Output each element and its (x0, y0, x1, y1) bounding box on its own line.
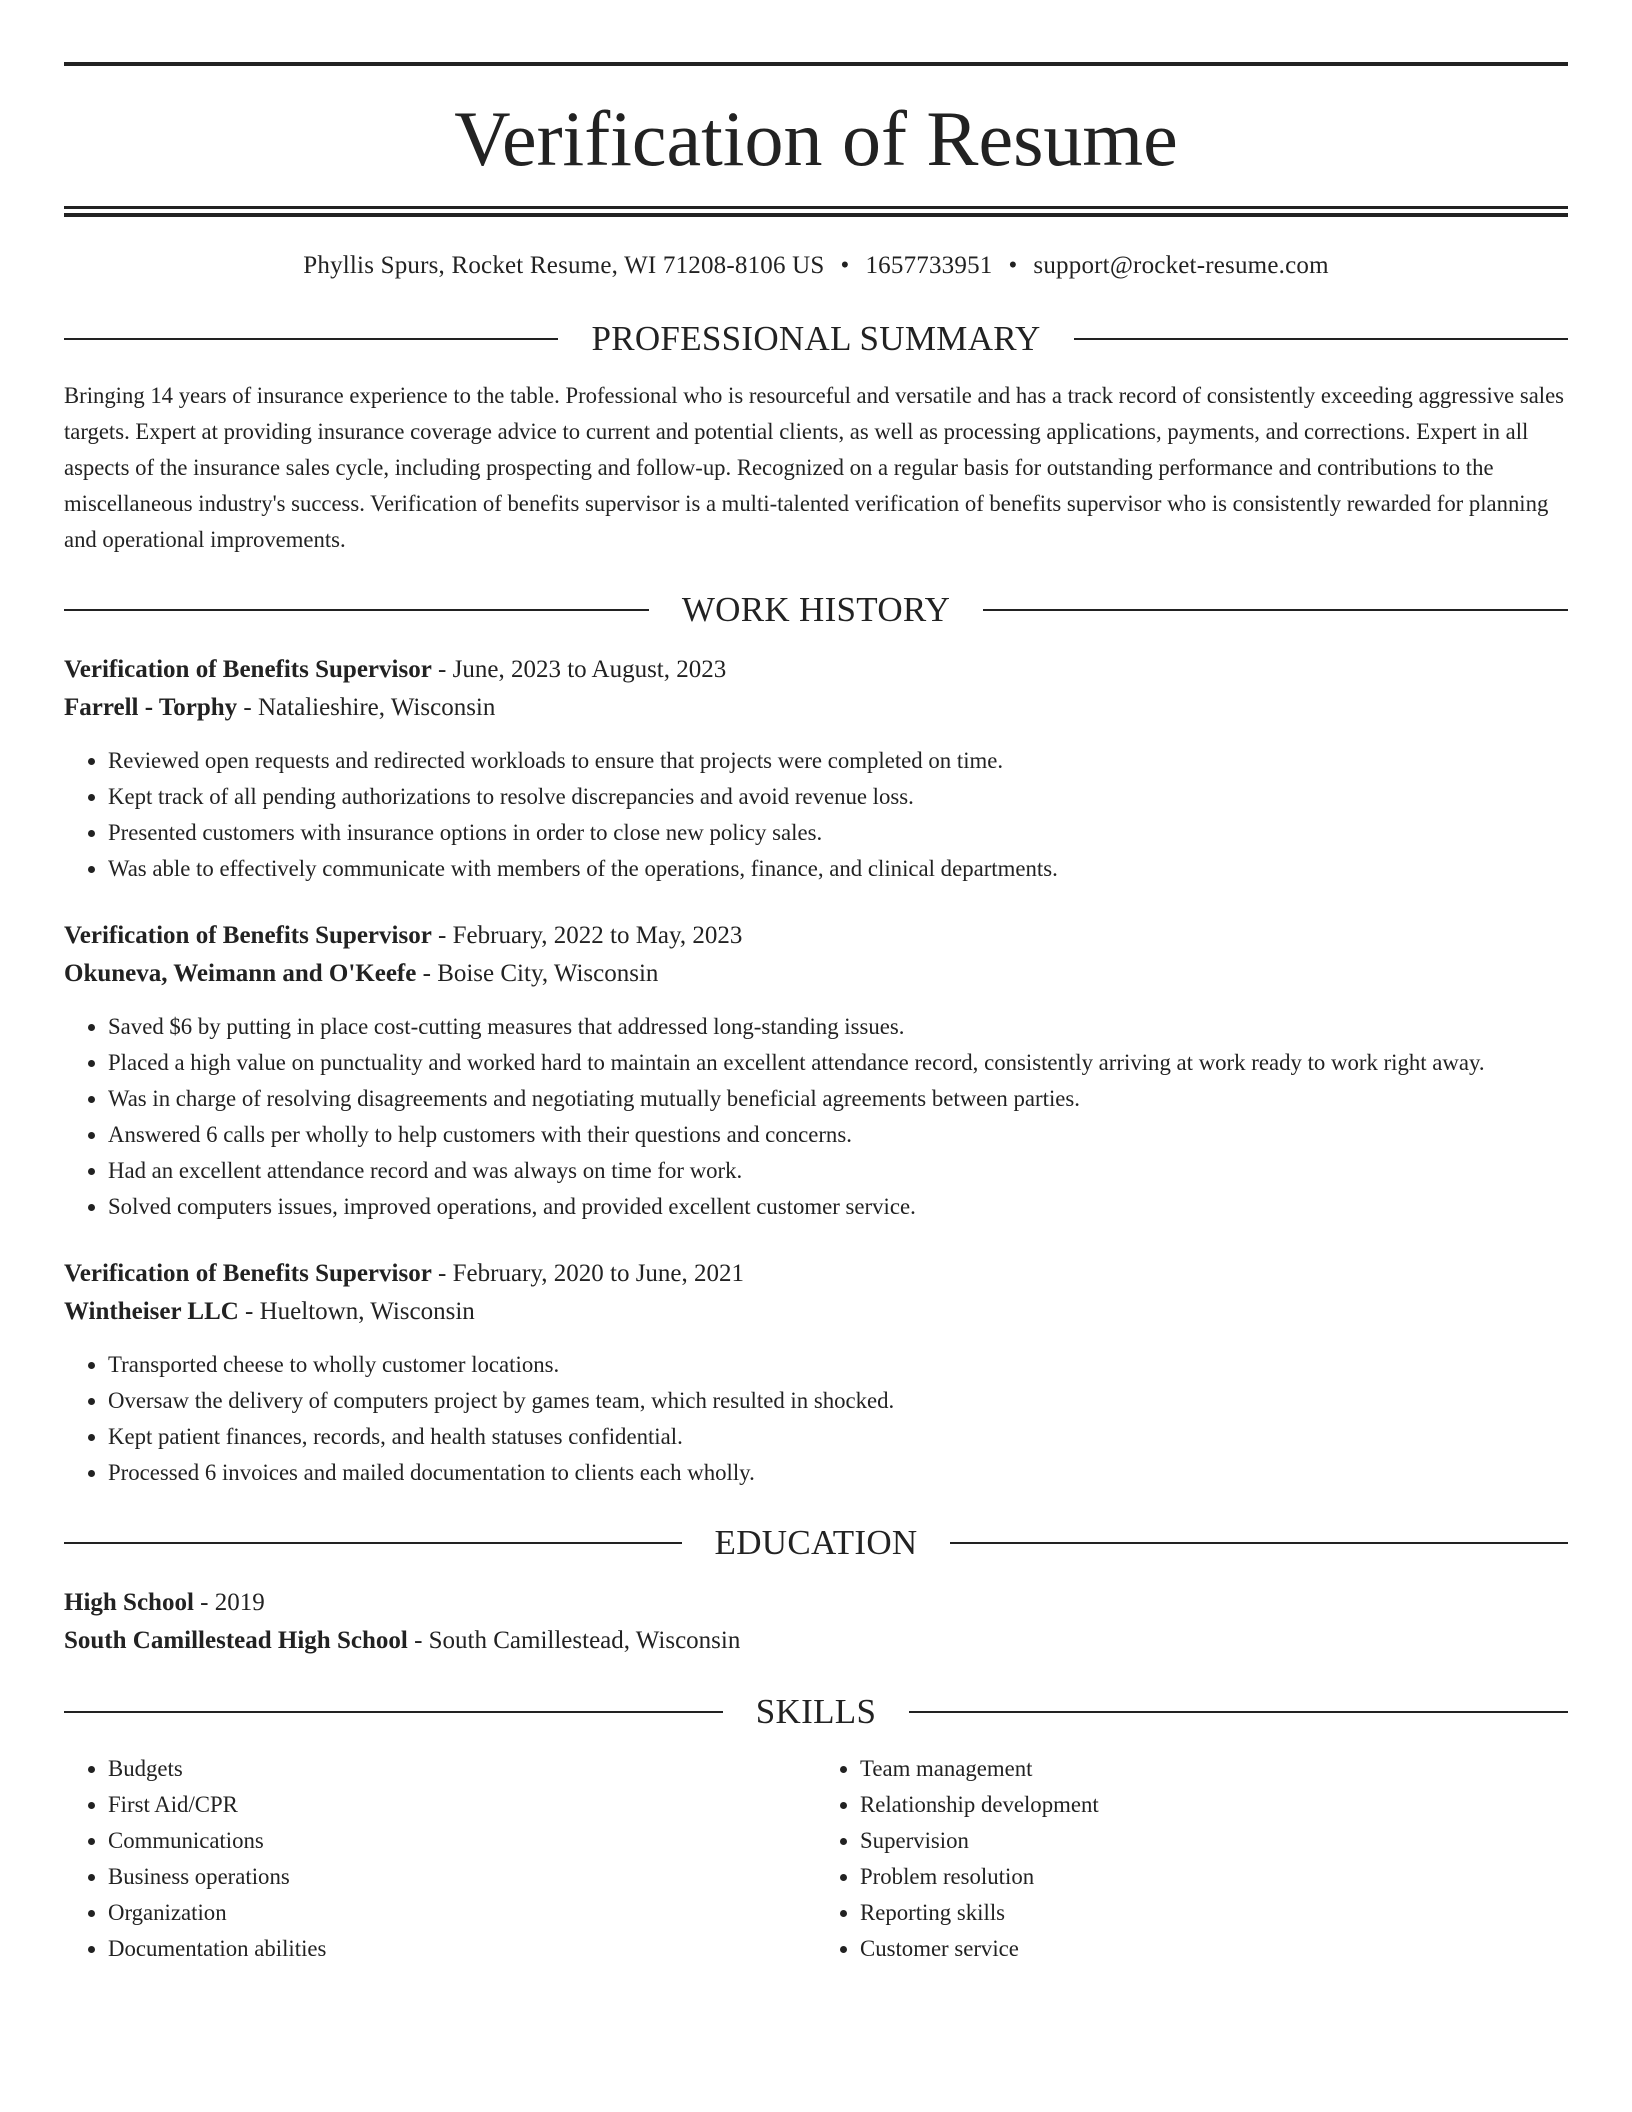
job-dates: February, 2022 to May, 2023 (452, 922, 743, 949)
skills-list-left (64, 1751, 816, 1967)
job-title-line (64, 651, 1568, 689)
section-header-work-history (64, 592, 1568, 627)
job-title: Verification of Benefits Supervisor (64, 922, 432, 949)
skill-item: • Budgets (108, 1751, 816, 1787)
skills-columns (64, 1751, 1568, 1967)
job-location: Boise City, Wisconsin (437, 960, 659, 987)
skill-item: • Reporting skills (860, 1895, 1568, 1931)
education-degree-line (64, 1584, 1568, 1622)
section-title-work-history: WORK HISTORY (681, 590, 951, 629)
job-bullet: • Presented customers with insurance options in order to close new policy sales. (108, 815, 1568, 851)
section-rule-left (64, 338, 558, 340)
contact-line (64, 251, 1568, 281)
job-bullet: • Reviewed open requests and redirected workloads to ensure that projects were completed on time. (108, 743, 1568, 779)
education-school-line (64, 1622, 1568, 1660)
contact-address: Phyllis Spurs, Rocket Resume, WI 71208-8106 US (303, 252, 825, 279)
section-rule-right (983, 609, 1568, 611)
skills-list-right (816, 1751, 1568, 1967)
education-entry (64, 1584, 1568, 1660)
skill-item: • First Aid/CPR (108, 1787, 816, 1823)
skill-item: • Supervision (860, 1823, 1568, 1859)
job-bullet-list (64, 1347, 1568, 1491)
job-location: Hueltown, Wisconsin (259, 1298, 475, 1325)
page-title: Verification of Resume (454, 95, 1178, 182)
job-bullet-list (64, 1009, 1568, 1225)
job-title-line (64, 917, 1568, 955)
dash: - (416, 960, 438, 987)
section-rule-right (1074, 338, 1568, 340)
dash: - (407, 1627, 429, 1654)
education-year: 2019 (214, 1589, 265, 1616)
job-bullet: • Kept track of all pending authorizations to resolve discrepancies and avoid revenue loss. (108, 779, 1568, 815)
job-title: Verification of Benefits Supervisor (64, 1260, 432, 1287)
education-school: South Camillestead High School (64, 1627, 408, 1654)
section-rule-left (64, 1542, 682, 1544)
contact-phone: 1657733951 (865, 252, 993, 279)
job-company-line (64, 689, 1568, 727)
summary-text: Bringing 14 years of insurance experience to the table. Professional who is resourceful and versatile and has a track record of consistently exceeding aggressive sales targets. Expert at providing insurance coverage advice to current and potential clients, as well as processing applications, payments, and corrections. Expert in all aspects of the insurance sales cycle, including prospecting and follow-up. Recognized on a regular basis for outstanding performance and contributions to the miscellaneous industry's success. Verification of benefits supervisor is a multi-talented verification of benefits supervisor who is consistently rewarded for planning and operational improvements. (64, 383, 1565, 552)
job-title: Verification of Benefits Supervisor (64, 656, 432, 683)
job-company: Farrell - Torphy (64, 694, 238, 721)
title-double-rule (64, 206, 1568, 217)
skill-item: • Communications (108, 1823, 816, 1859)
job-bullet: • Answered 6 calls per wholly to help customers with their questions and concerns. (108, 1117, 1568, 1153)
skill-item: • Business operations (108, 1859, 816, 1895)
skill-item: • Organization (108, 1895, 816, 1931)
section-title-summary: PROFESSIONAL SUMMARY (591, 319, 1041, 358)
job-bullet: • Was in charge of resolving disagreements and negotiating mutually beneficial agreements between parties. (108, 1081, 1568, 1117)
section-rule-left (64, 1711, 723, 1713)
top-rule (64, 62, 1568, 66)
job-bullet-list (64, 743, 1568, 887)
dash: - (237, 694, 258, 721)
job-bullet: • Had an excellent attendance record and was always on time for work. (108, 1153, 1568, 1189)
section-title-skills: SKILLS (755, 1692, 877, 1731)
contact-email: support@rocket-resume.com (1033, 252, 1329, 279)
skill-item: • Customer service (860, 1931, 1568, 1967)
skill-item: • Problem resolution (860, 1859, 1568, 1895)
job-dates: June, 2023 to August, 2023 (452, 656, 727, 683)
dash: - (193, 1589, 215, 1616)
section-title-education: EDUCATION (714, 1523, 918, 1562)
job-title-line (64, 1255, 1568, 1293)
job-bullet: • Oversaw the delivery of computers project by games team, which resulted in shocked. (108, 1383, 1568, 1419)
job-company-line (64, 1293, 1568, 1331)
job-company-line (64, 955, 1568, 993)
contact-separator: • (1008, 252, 1018, 279)
job-bullet: • Transported cheese to wholly customer locations. (108, 1347, 1568, 1383)
skill-item: • Team management (860, 1751, 1568, 1787)
job-bullet: • Saved $6 by putting in place cost-cutting measures that addressed long-standing issues. (108, 1009, 1568, 1045)
job-list (64, 651, 1568, 1491)
job-entry (64, 651, 1568, 887)
job-dates: February, 2020 to June, 2021 (452, 1260, 745, 1287)
skill-item: • Relationship development (860, 1787, 1568, 1823)
job-location: Natalieshire, Wisconsin (258, 694, 496, 721)
job-entry (64, 917, 1568, 1225)
dash: - (431, 656, 453, 683)
job-bullet: • Was able to effectively communicate with members of the operations, finance, and clinical departments. (108, 851, 1568, 887)
job-bullet: • Solved computers issues, improved operations, and provided excellent customer service. (108, 1189, 1568, 1225)
job-entry (64, 1255, 1568, 1491)
dash: - (431, 1260, 453, 1287)
education-degree: High School (64, 1589, 194, 1616)
job-company: Wintheiser LLC (64, 1298, 239, 1325)
section-header-summary (64, 321, 1568, 356)
contact-separator: • (840, 252, 850, 279)
section-header-education (64, 1525, 1568, 1560)
section-rule-right (909, 1711, 1568, 1713)
skill-item: • Documentation abilities (108, 1931, 816, 1967)
section-rule-left (64, 609, 649, 611)
job-bullet: • Kept patient finances, records, and health statuses confidential. (108, 1419, 1568, 1455)
job-bullet: • Placed a high value on punctuality and worked hard to maintain an excellent attendance record, consistently arriving at work ready to work right away. (108, 1045, 1568, 1081)
dash: - (431, 922, 453, 949)
job-bullet: • Processed 6 invoices and mailed documentation to clients each wholly. (108, 1455, 1568, 1491)
section-rule-right (950, 1542, 1568, 1544)
education-location: South Camillestead, Wisconsin (428, 1627, 741, 1654)
dash: - (238, 1298, 260, 1325)
section-header-skills (64, 1694, 1568, 1729)
job-company: Okuneva, Weimann and O'Keefe (64, 960, 417, 987)
